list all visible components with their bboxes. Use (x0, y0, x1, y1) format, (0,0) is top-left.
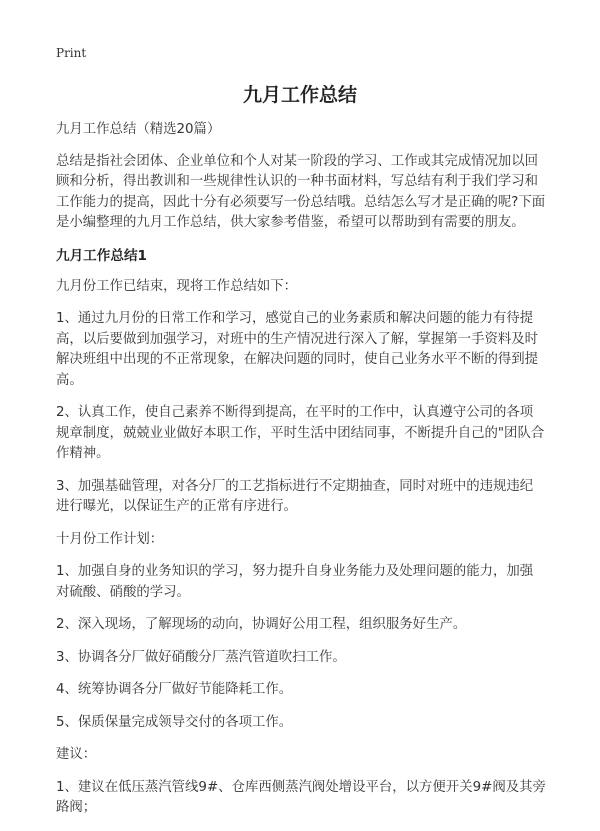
section-heading: 九月工作总结1 (56, 247, 148, 264)
opening-paragraph: 九月份工作已结束，现将工作总结如下： (56, 278, 298, 294)
plan-item: 5、保质保量完成领导交付的各项工作。 (56, 714, 293, 730)
print-link[interactable]: Print (56, 46, 87, 60)
plan-item: 1、加强自身的业务知识的学习，努力提升自身业务能力及处理问题的能力，加强对硫酸、硝酸的学习。 (56, 564, 534, 600)
summary-item: 1、通过九月份的日常工作和学习，感觉自己的业务素质和解决问题的能力有待提高，以后要做到加强学习，对班中的生产情况进行深入了解，掌握第一手资料及时解决班组中出现的不正常现象，在解决问题的同时，使自己业务水平不断的得到提高。 (56, 311, 539, 388)
suggestion-heading: 建议： (56, 747, 97, 762)
summary-item: 3、加强基础管理，对各分厂的工艺指标进行不定期抽查，同时对班中的违规违纪进行曝光，以保证生产的正常有序进行。 (56, 478, 534, 514)
document-body (56, 120, 546, 831)
plan-item: 3、协调各分厂做好硝酸分厂蒸汽管道吹扫工作。 (56, 649, 346, 665)
suggestion-item: 1、建议在低压蒸汽管线9#、仓库西侧蒸汽阀处增设平台，以方便开关9#阀及其旁路阀； (56, 779, 546, 815)
summary-item: 2、认真工作，使自己素养不断得到提高，在平时的工作中，认真遵守公司的各项规章制度，兢兢业业做好本职工作，平时生活中团结同事，不断提升自己的"团队合作精神。 (56, 405, 545, 461)
plan-heading: 十月份工作计划： (56, 531, 164, 547)
intro-paragraph: 总结是指社会团体、企业单位和个人对某一阶段的学习、工作或其完成情况加以回顾和分析，得出教训和一些规律性认识的一种书面材料，写总结有利于我们学习和工作能力的提高，因此十分有必须要写一份总结哦。总结怎么写才是正确的呢?下面是小编整理的九月工作总结，供大家参考借鉴，希望可以帮助到有需要的朋友。 (56, 153, 546, 230)
plan-item: 2、深入现场，了解现场的动向，协调好公用工程，组织服务好生产。 (56, 617, 467, 632)
plan-item: 4、统筹协调各分厂做好节能降耗工作。 (56, 682, 293, 697)
document-subtitle: 九月工作总结（精选20篇） (56, 122, 221, 137)
page-title: 九月工作总结 (242, 84, 357, 106)
